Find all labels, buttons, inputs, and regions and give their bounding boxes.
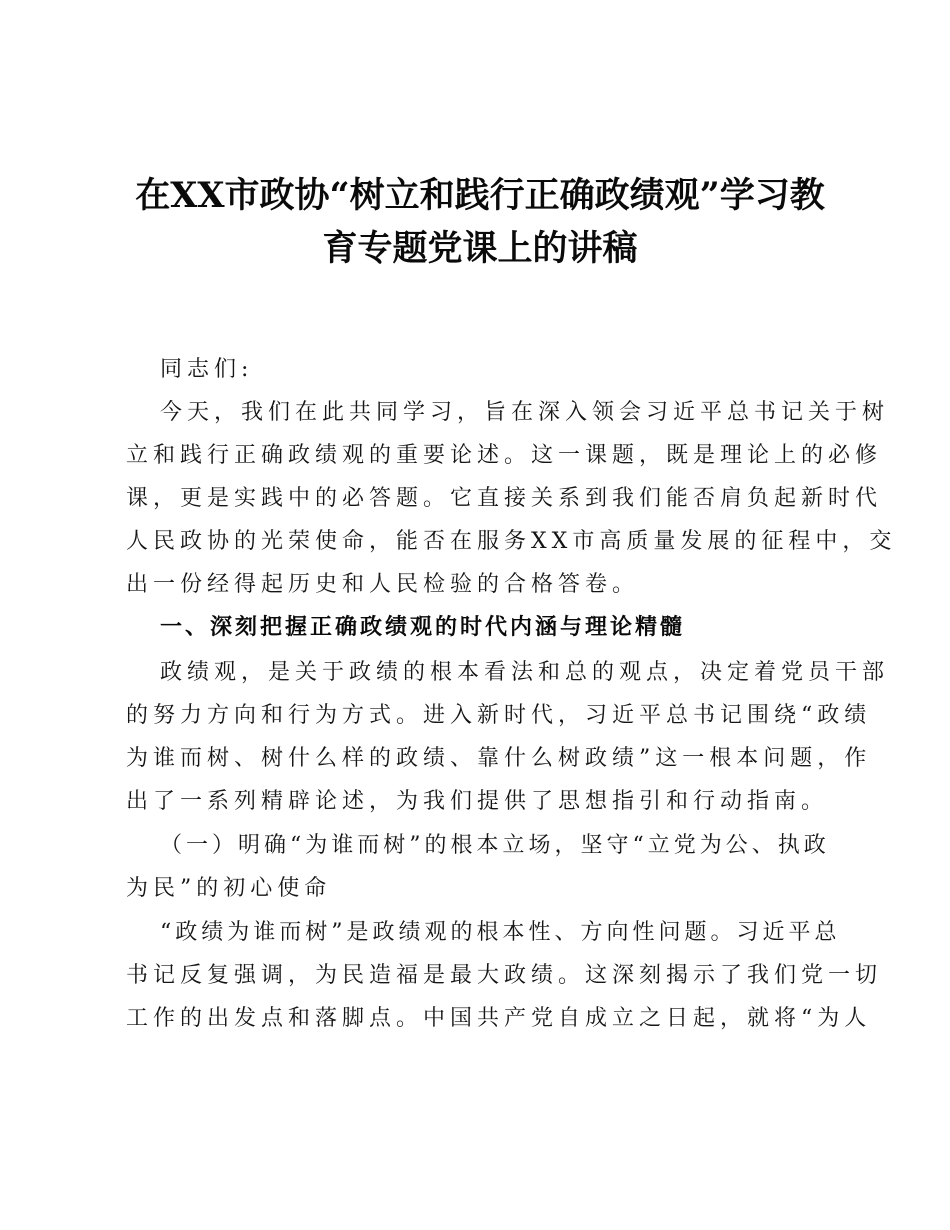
paragraph-3-line: 工作的出发点和落脚点。中国共产党自成立之日起，就将“为人 [126,1006,872,1031]
paragraph-2-line: 出了一系列精辟论述，为我们提供了思想指引和行动指南。 [126,789,829,814]
paragraph-1-line: 立和践行正确政绩观的重要论述。这一课题，既是理论上的必修 [126,443,883,468]
subheading-1-line: 为民”的初心使命 [126,876,332,901]
paragraph-2-line: 的努力方向和行为方式。进入新时代，习近平总书记围绕“政绩 [126,703,872,728]
paragraph-1-line: 人民政协的光荣使命，能否在服务XX市高质量发展的征程中，交 [126,529,897,554]
paragraph-3-line: 书记反复强调，为民造福是最大政绩。这深刻揭示了我们党一切 [126,963,883,988]
section-heading-1: 一、深刻把握正确政绩观的时代内涵与理论精髓 [160,615,686,640]
document-title-line-1: 在XX市政协“树立和践行正确政绩观”学习教 [135,175,825,216]
subheading-1-line: （一）明确“为谁而树”的根本立场，坚守“立党为公、执政 [160,833,830,858]
paragraph-1-line: 出一份经得起历史和人民检验的合格答卷。 [126,572,640,597]
paragraph-2-line: 为谁而树、树什么样的政绩、靠什么树政绩”这一根本问题，作 [126,746,872,771]
paragraph-1-line: 课，更是实践中的必答题。它直接关系到我们能否肩负起新时代 [126,486,883,511]
paragraph-2-line: 政绩观，是关于政绩的根本看法和总的观点，决定着党员干部 [160,660,890,685]
paragraph-3-line: “政绩为谁而树”是政绩观的根本性、方向性问题。习近平总 [160,920,841,945]
paragraph-1-line: 今天，我们在此共同学习，旨在深入领会习近平总书记关于树 [160,400,890,425]
salutation: 同志们: [160,357,254,382]
document-title-line-2: 育专题党课上的讲稿 [322,228,638,269]
